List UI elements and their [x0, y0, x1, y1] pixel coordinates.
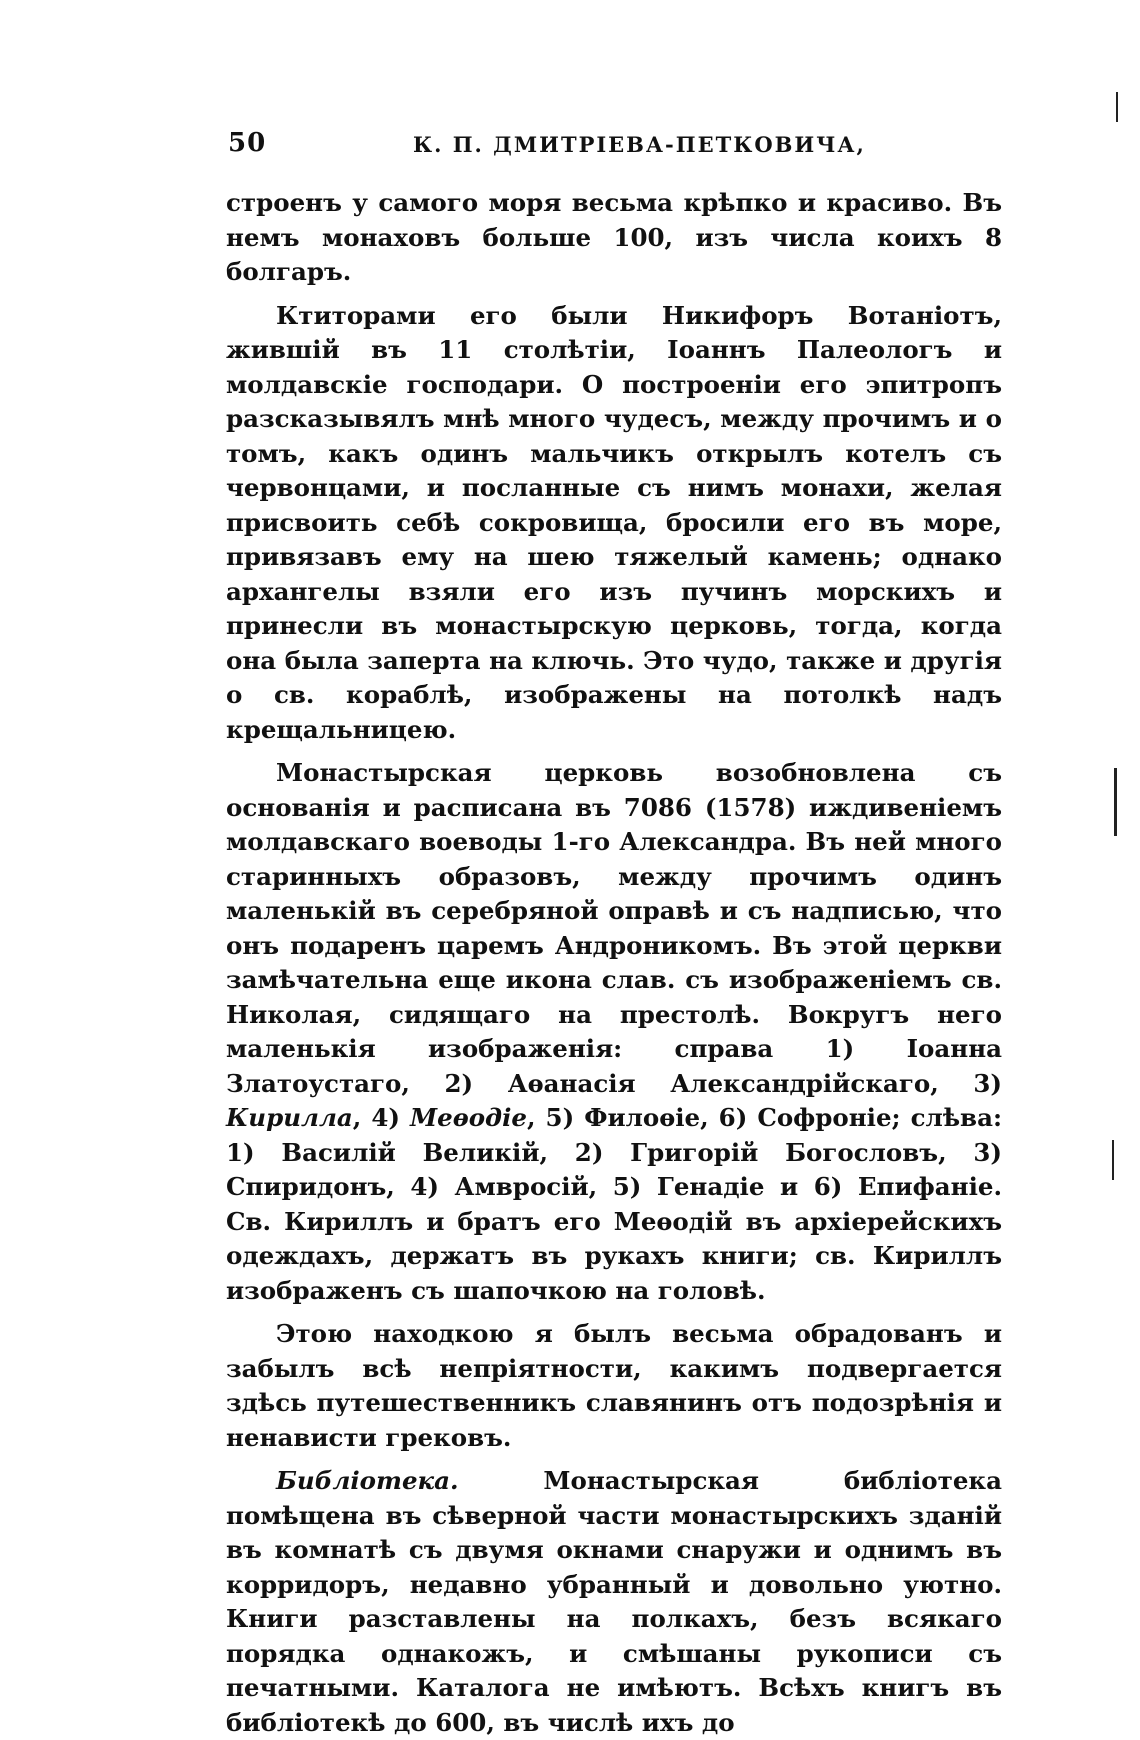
paragraph-church-part-1: Монастырская церковь возобновлена съ основанія и расписана въ 7086 (1578) иждивеніемъ молдавскаго воеводы 1-го Александра. Въ ней много старинныхъ образовъ, между прочимъ одинъ маленькій въ серебряной оправѣ и съ надписью, что онъ подаренъ царемъ Андроникомъ. Въ этой церкви замѣчательна еще икона слав. съ изображеніемъ св. Николая, сидящаго на престолѣ. Вокругъ него маленькія изображенія: справа 1) Іоанна Златоустаго, 2) Аѳанасія Александрійскаго, 3): [226, 758, 1002, 1098]
running-title: К. П. ДМИТРІЕВА-ПЕТКОВИЧА,: [413, 132, 866, 157]
page-header: [228, 128, 998, 162]
page-number: 50: [228, 128, 267, 158]
saint-name-kirill: Кирилла: [226, 1103, 353, 1132]
paragraph-joy: Этою находкою я былъ весьма обрадованъ и забылъ всѣ непріятности, какимъ подвергается здѣсь путешественникъ славянинъ отъ подозрѣнія и ненависти грековъ.: [226, 1319, 1002, 1452]
scan-edge-mark-lower: [1112, 1140, 1114, 1180]
paragraph-church-part-2: , 4): [352, 1103, 411, 1132]
paragraph-church: [226, 756, 1002, 1308]
page-body: [226, 186, 1002, 1740]
paragraph-ktitors: Ктиторами его были Никифоръ Вотаніотъ, жившій въ 11 столѣтіи, Іоаннъ Палеологъ и молдавскіе господари. О построеніи его эпитропъ разсказывялъ мнѣ много чудесъ, между прочимъ и о томъ, какъ одинъ мальчикъ открылъ котелъ съ червонцами, и посланные съ нимъ монахи, желая присвоить себѣ сокровища, бросили его въ море, привязавъ ему на шею тяжелый камень; однако архангелы взяли его изъ пучинъ морскихъ и принесли въ монастырскую церковь, тогда, когда она была заперта на ключь. Это чудо, также и другія о св. кораблѣ, изображены на потолкѣ надъ крещальницею.: [226, 300, 1002, 744]
paragraph-church-part-3: , 5) Филоѳіе, 6) Софроніе; слѣва: 1) Василій Великій, 2) Григорій Богословъ, 3) Спиридонъ, 4) Амвросій, 5) Генадіе и 6) Епифаніе. Св. Кириллъ и братъ его Меѳодій въ архіерейскихъ одеждахъ, держатъ въ рукахъ книги; св. Кириллъ изображенъ съ шапочкою на головѣ.: [226, 1103, 1002, 1305]
section-label-library: Библіотека.: [276, 1466, 459, 1495]
scan-edge-mark-middle: [1114, 768, 1117, 836]
saint-name-methodie: Меѳодіе: [410, 1103, 527, 1132]
scan-edge-mark-top: [1116, 92, 1118, 122]
paragraph-library-text: Монастырская библіотека помѣщена въ сѣверной части монастырскихъ зданій въ комнатѣ съ двумя окнами снаружи и однимъ въ корридоръ, недавно убранный и довольно уютно. Книги разставлены на полкахъ, безъ всякаго порядка однакожъ, и смѣшаны рукописи съ печатными. Каталога не имѣютъ. Всѣхъ книгъ въ библіотекѣ до 600, въ числѣ ихъ до: [226, 1466, 1002, 1737]
paragraph-library: [226, 1464, 1002, 1740]
paragraph-continuation: строенъ у самого моря весьма крѣпко и красиво. Въ немъ монаховъ больше 100, изъ числа коихъ 8 болгаръ.: [226, 188, 1002, 286]
